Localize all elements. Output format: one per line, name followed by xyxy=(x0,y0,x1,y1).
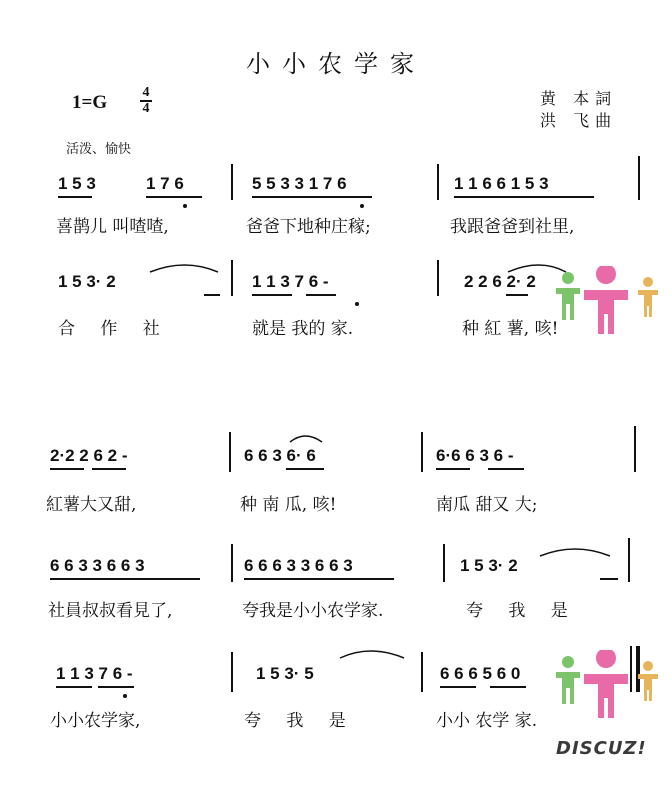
notes-measure: 6 6 3 3 6 6 3 xyxy=(50,556,145,575)
time-signature xyxy=(140,86,152,116)
notes-measure: 6·6 6 3 6 - xyxy=(436,446,514,465)
note-underline xyxy=(204,294,220,296)
notes-measure: 2 2 6 2· 2 xyxy=(464,272,536,291)
meter-top: 4 xyxy=(142,85,150,100)
song-title: 小小农学家 xyxy=(246,50,426,78)
note-underline xyxy=(92,468,126,470)
lyric-line: 紅薯大又甜, xyxy=(46,495,137,515)
lyricist-credit: 黄 本詞 xyxy=(540,89,618,108)
bar-line xyxy=(229,432,231,472)
lyric-line: 合 作 社 xyxy=(58,319,170,339)
note-underline xyxy=(58,196,92,198)
bar-line xyxy=(634,426,636,472)
bar-line xyxy=(638,156,640,200)
notes-measure: 1 5 3· 2 xyxy=(58,272,116,291)
notes-measure: 1 7 6 xyxy=(146,174,184,193)
lyric-line: 夸我是小小农学家. xyxy=(242,601,384,621)
lyric-line: 种 南 瓜, 咳! xyxy=(240,495,337,515)
bar-line xyxy=(231,260,233,296)
notes-measure: 6 6 6 3 3 6 6 3 xyxy=(244,556,353,575)
lyric-line: 喜鹊儿 叫喳喳, xyxy=(56,217,169,237)
octave-dot xyxy=(183,204,187,208)
note-underline xyxy=(286,468,324,470)
lyric-line: 就是 我的 家. xyxy=(252,319,354,339)
note-underline xyxy=(56,686,92,688)
bar-line xyxy=(443,544,445,582)
people-figures-icon xyxy=(548,650,672,730)
meter-bottom: 4 xyxy=(142,101,150,116)
note-underline xyxy=(440,686,476,688)
lyric-line: 我跟爸爸到社里, xyxy=(450,217,575,237)
note-underline xyxy=(244,578,394,580)
notes-measure: 1 1 3 7 6 - xyxy=(56,664,133,683)
key-signature: 1=G xyxy=(72,92,108,113)
lyric-line: 夸 我 是 xyxy=(466,601,578,621)
note-underline xyxy=(436,468,470,470)
notes-measure: 1 5 3 xyxy=(58,174,96,193)
note-underline xyxy=(306,294,336,296)
lyric-line: 小小农学家, xyxy=(50,711,141,731)
discuz-logo: DISCUZ! xyxy=(556,738,647,759)
lyric-line: 夸 我 是 xyxy=(244,711,356,731)
note-underline xyxy=(50,468,84,470)
note-underline xyxy=(50,578,200,580)
bar-line xyxy=(421,652,423,692)
notes-measure: 1 5 3· 5 xyxy=(256,664,314,683)
octave-dot xyxy=(123,694,127,698)
octave-dot xyxy=(360,204,364,208)
people-figures-icon xyxy=(548,266,672,346)
notes-measure: 6 6 3 6· 6 xyxy=(244,446,316,465)
notes-measure: 1 1 6 6 1 5 3 xyxy=(454,174,549,193)
bar-line xyxy=(231,164,233,200)
notes-measure: 2·2 2 6 2 - xyxy=(50,446,128,465)
note-underline xyxy=(454,196,594,198)
lyric-line: 社員叔叔看見了, xyxy=(48,601,173,621)
bar-line xyxy=(421,432,423,472)
note-underline xyxy=(252,294,292,296)
tempo-marking: 活泼、愉快 xyxy=(66,142,132,157)
bar-line xyxy=(231,544,233,582)
octave-dot xyxy=(355,302,359,306)
note-underline xyxy=(600,578,618,580)
bar-line xyxy=(628,538,630,582)
lyric-line: 种 紅 薯, 咳! xyxy=(462,319,559,339)
composer-credit: 洪 飞曲 xyxy=(540,111,618,130)
note-underline xyxy=(252,196,372,198)
note-underline xyxy=(98,686,134,688)
bar-line xyxy=(437,260,439,296)
bar-line xyxy=(231,652,233,692)
notes-measure: 1 5 3· 2 xyxy=(460,556,518,575)
note-underline xyxy=(488,468,524,470)
note-underline xyxy=(146,196,202,198)
lyric-line: 南瓜 甜又 大; xyxy=(436,495,538,515)
notes-measure: 6 6 6 5 6 0 xyxy=(440,664,521,683)
lyric-line: 小小 农学 家. xyxy=(436,711,538,731)
notes-measure: 5 5 3 3 1 7 6 xyxy=(252,174,347,193)
bar-line xyxy=(437,164,439,200)
note-underline xyxy=(490,686,526,688)
lyric-line: 爸爸下地种庄稼; xyxy=(246,217,371,237)
notes-measure: 1 1 3 7 6 - xyxy=(252,272,329,291)
note-underline xyxy=(506,294,528,296)
